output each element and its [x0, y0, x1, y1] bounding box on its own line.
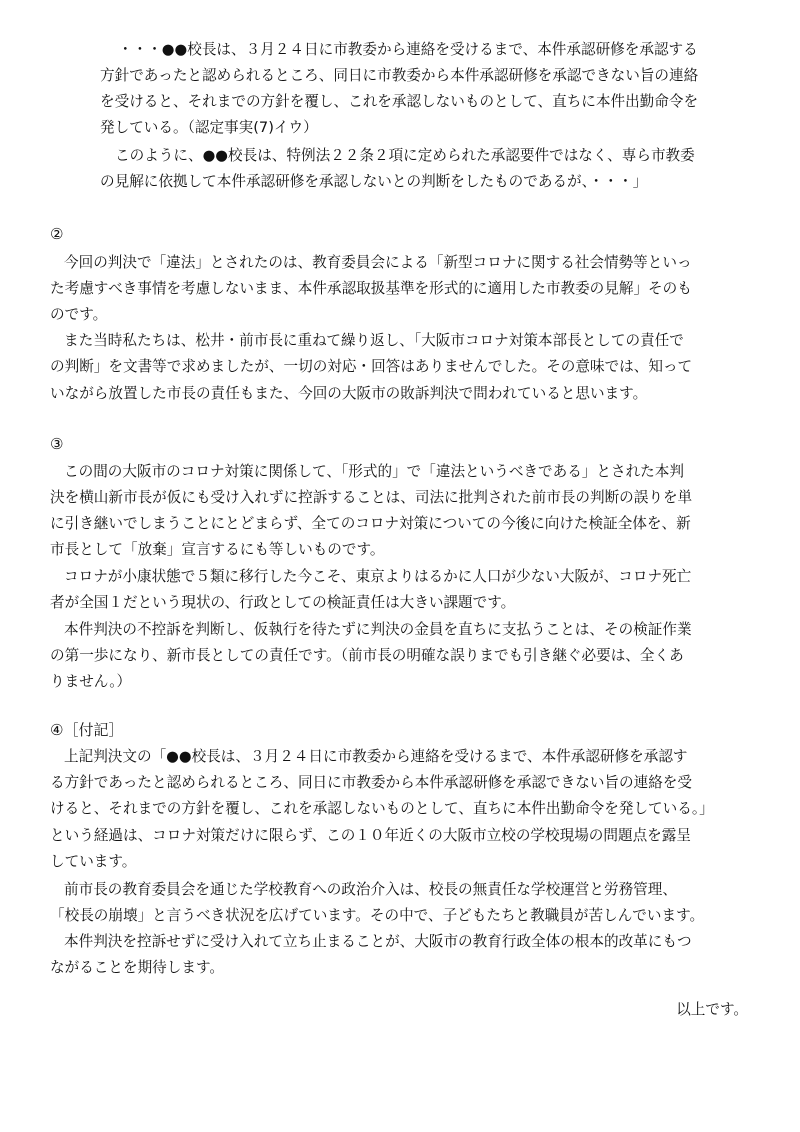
paragraph-line: 本件判決を控訴せずに受け入れて立ち止まることが、大阪市の教育行政全体の根本的改革にもつ	[64, 933, 692, 950]
paragraph-line: いながら放置した市長の責任もまた、今回の大阪市の敗訴判決で問われていると思います。	[50, 385, 648, 402]
paragraph-line: 本件判決の不控訴を判断し、仮執行を待たずに判決の金員を直ちに支払うことは、その検証作業	[64, 621, 692, 638]
paragraph-line: 市長として「放棄」宣言するにも等しいものです。	[50, 541, 385, 558]
paragraph-line: に引き継いでしまうことにとどまらず、全てのコロナ対策についての今後に向けた検証全体を、新	[50, 515, 691, 532]
paragraph-line: しています。	[50, 853, 137, 870]
paragraph-line: りません。）	[50, 673, 132, 690]
paragraph-line: のです。	[50, 306, 108, 323]
paragraph-line: た考慮すべき事情を考慮しないまま、本件承認取扱基準を形式的に適用した市教委の見解」そのも	[50, 280, 692, 297]
paragraph-line: 決を横山新市長が仮にも受け入れずに控訴することは、司法に批判された前市長の判断の誤りを単	[50, 489, 693, 506]
quote-line: このように、●●校長は、特例法２２条２項に定められた承認要件ではなく、専ら市教委	[115, 147, 695, 164]
quote-line: 発している。（認定事実(7)イウ）	[100, 119, 318, 136]
paragraph-line: ながることを期待します。	[50, 959, 224, 976]
paragraph-line: コロナが小康状態で５類に移行した今こそ、東京よりはるかに人口が少ない大阪が、コロナ死亡	[64, 568, 692, 585]
quote-line: ・・・●●校長は、３月２４日に市教委から連絡を受けるまで、本件承認研修を承認する	[118, 41, 698, 58]
paragraph-line: の判断」を文書等で求めましたが、一切の対応・回答はありませんでした。その意味では、知って	[50, 358, 693, 375]
paragraph-line: 者が全国１だという現状の、行政としての検証責任は大きい課題です。	[50, 594, 516, 611]
section-heading-2: ②	[50, 225, 64, 243]
quote-line: を受けると、それまでの方針を覆し、これを承認しないものとして、直ちに本件出勤命令を	[100, 93, 699, 110]
paragraph-line: 上記判決文の「●●校長は、３月２４日に市教委から連絡を受けるまで、本件承認研修を承認す	[64, 748, 688, 765]
paragraph-line: 前市長の教育委員会を通じた学校教育への政治介入は、校長の無責任な学校運営と労務管理、	[64, 881, 677, 898]
paragraph-line: また当時私たちは、松井・前市長に重ねて繰り返し、「大阪市コロナ対策本部長としての責任で	[64, 332, 684, 349]
paragraph-line: る方針であったと認められるところ、同日に市教委から本件承認研修を承認できない旨の連絡を受	[50, 774, 692, 791]
section-heading-4: ④［付記］	[50, 721, 124, 739]
paragraph-line: けると、それまでの方針を覆し、これを承認しないものとして、直ちに本件出勤命令を発している。」	[50, 800, 714, 817]
quote-line: の見解に依拠して本件承認研修を承認しないとの判断をしたものであるが、・・・」	[100, 173, 648, 190]
paragraph-line: この間の大阪市のコロナ対策に関係して、「形式的」で「違法というべきである」とされた本判	[64, 463, 684, 480]
quote-line: 方針であったと認められるところ、同日に市教委から本件承認研修を承認できない旨の連絡	[100, 67, 699, 84]
closing-text: 以上です。	[676, 1001, 748, 1018]
paragraph-line: 今回の判決で「違法」とされたのは、教育委員会による「新型コロナに関する社会情勢等といっ	[64, 254, 692, 271]
paragraph-line: の第一歩になり、新市長としての責任です。（前市長の明確な誤りまでも引き継ぐ必要は、全くあ	[50, 647, 684, 664]
paragraph-line: という経過は、コロナ対策だけに限らず、この１０年近くの大阪市立校の学校現場の問題点を露呈	[50, 827, 691, 844]
paragraph-line: 「校長の崩壊」と言うべき状況を広げています。その中で、子どもたちと教職員が苦しんでいます。	[50, 907, 705, 924]
section-heading-3: ③	[50, 435, 64, 453]
